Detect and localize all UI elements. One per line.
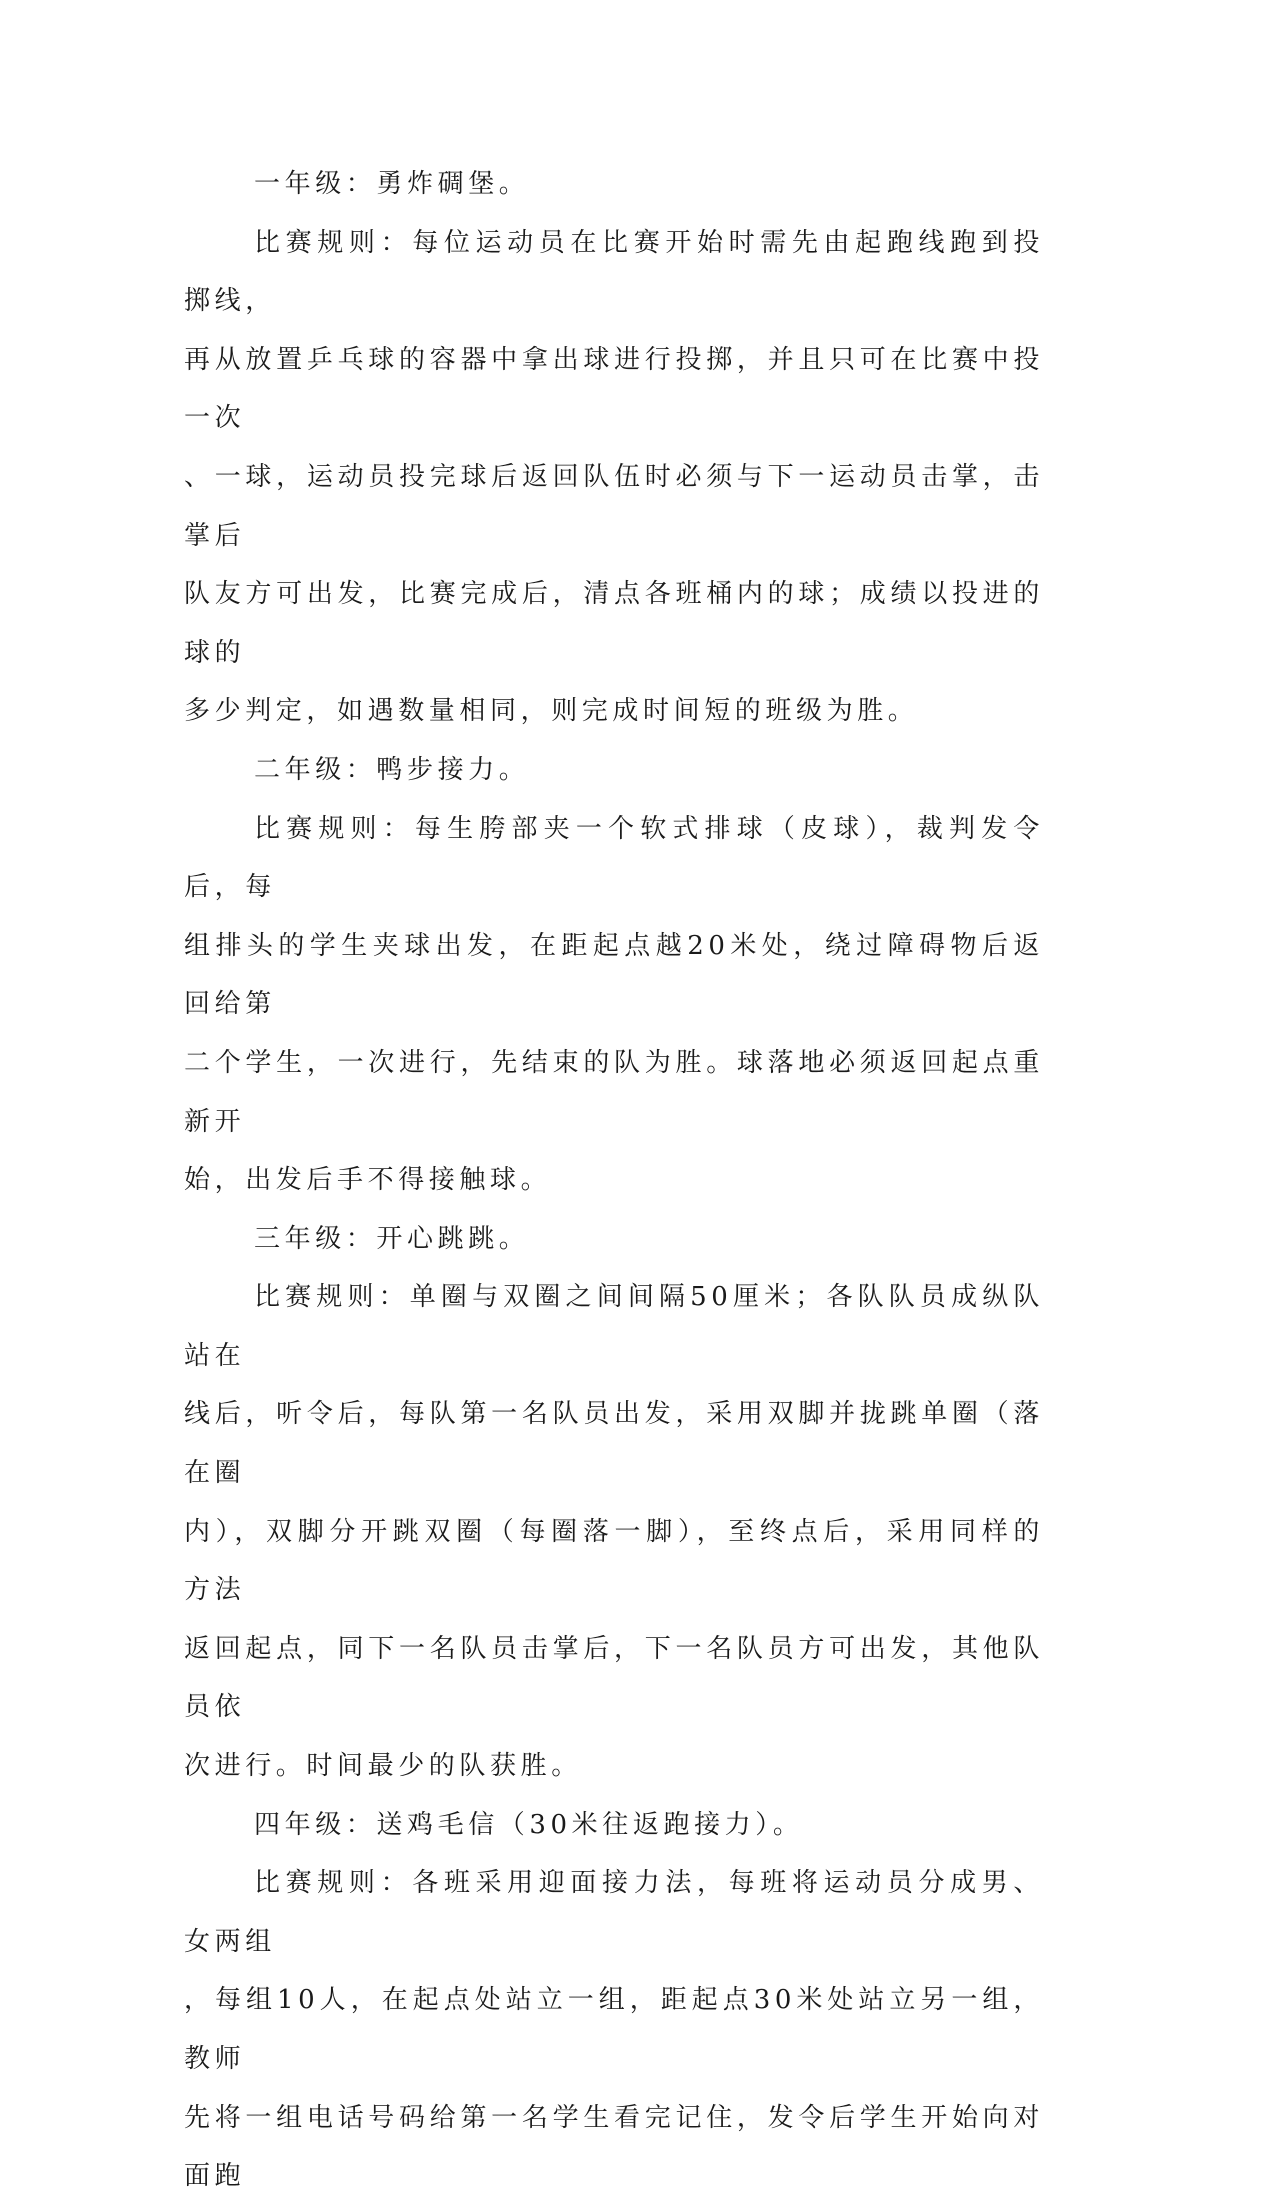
text-line: 再从放置乒乓球的容器中拿出球进行投掷，并且只可在比赛中投一次 [184, 344, 1044, 434]
grade-2-title: 二年级：鸭步接力。 [254, 754, 530, 785]
text-line: 次进行。时间最少的队获胜。 [184, 1751, 582, 1782]
text-line: 内），双脚分开跳双圈（每圈落一脚），至终点后，采用同样的方法 [184, 1516, 1044, 1606]
text-line: 比赛规则：单圈与双圈之间间隔50厘米；各队队员成纵队站在 [184, 1282, 1044, 1371]
grade-3-title: 三年级：开心跳跳。 [254, 1223, 530, 1254]
grade-4-title: 四年级：送鸡毛信（30米往返跑接力）。 [254, 1809, 804, 1840]
text-line: ，每组10人，在起点处站立一组，距起点30米处站立另一组，教师 [184, 1985, 1044, 2074]
text-line: 返回起点，同下一名队员击掌后，下一名队员方可出发，其他队员依 [184, 1633, 1044, 1723]
grade-2-rules [184, 800, 1044, 1210]
document-body [184, 155, 1044, 2206]
grade-4-rules [184, 1854, 1044, 2206]
text-line: 组排头的学生夹球出发，在距起点越20米处，绕过障碍物后返回给第 [184, 930, 1044, 1020]
text-line: 多少判定，如遇数量相同，则完成时间短的班级为胜。 [184, 696, 919, 727]
text-line: 、一球，运动员投完球后返回队伍时必须与下一运动员击掌，击掌后 [184, 461, 1044, 551]
grade-3-rules [184, 1268, 1044, 1795]
text-line: 队友方可出发，比赛完成后，清点各班桶内的球；成绩以投进的球的 [184, 579, 1044, 668]
grade-1-title: 一年级：勇炸碉堡。 [254, 169, 530, 199]
text-line: 先将一组电话号码给第一名学生看完记住，发令后学生开始向对面跑 [184, 2102, 1044, 2192]
grade-1-rules [184, 214, 1044, 741]
text-line: 始，出发后手不得接触球。 [184, 1165, 552, 1196]
text-line: 二个学生，一次进行，先结束的队为胜。球落地必须返回起点重新开 [184, 1047, 1044, 1137]
text-line: 线后，听令后，每队第一名队员出发，采用双脚并拢跳单圈（落在圈 [184, 1399, 1044, 1489]
text-line: 比赛规则：每生胯部夹一个软式排球（皮球），裁判发令后，每 [184, 813, 1044, 903]
text-line: 比赛规则：每位运动员在比赛开始时需先由起跑线跑到投掷线， [184, 227, 1044, 317]
text-line: 比赛规则：各班采用迎面接力法，每班将运动员分成男、女两组 [184, 1868, 1044, 1957]
